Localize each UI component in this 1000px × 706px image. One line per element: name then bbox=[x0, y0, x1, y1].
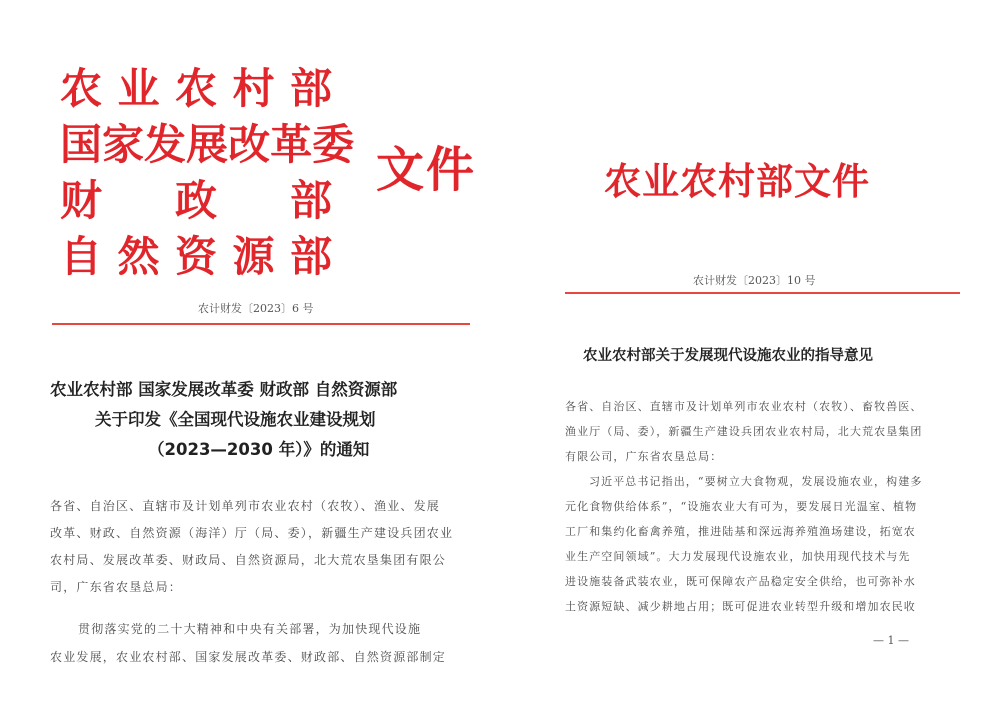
issuer-char: 国 bbox=[60, 120, 103, 169]
right-body-line-8: 进设施装备武装农业，既可保障农产品稳定安全供给，也可弥补水 bbox=[565, 575, 916, 588]
document-right bbox=[545, 0, 1000, 706]
issuer-char: 委 bbox=[312, 120, 355, 169]
right-title: 农业农村部关于发展现代设施农业的指导意见 bbox=[583, 348, 873, 364]
left-title-line-1: 农业农村部 国家发展改革委 财政部 自然资源部 bbox=[50, 380, 398, 399]
left-body-line-6: 农业发展，农业农村部、国家发展改革委、财政部、自然资源部制定 bbox=[50, 650, 447, 664]
issuer-char: 部 bbox=[289, 232, 332, 281]
left-body-line-1: 各省、自治区、直辖市及计划单列市农业农村（农牧）、渔业、发展 bbox=[50, 499, 441, 513]
issuer-char: 自 bbox=[60, 232, 103, 281]
issuer-char: 发 bbox=[144, 120, 187, 169]
right-body-line-9: 土资源短缺、减少耕地占用；既可促进农业转型升级和增加农民收 bbox=[565, 600, 916, 613]
left-body-line-2: 改革、财政、自然资源（海洋）厅（局、委），新疆生产建设兵团农业 bbox=[50, 526, 454, 540]
issuer-char: 家 bbox=[102, 120, 145, 169]
issuer-char: 部 bbox=[289, 64, 332, 113]
masthead-suffix: 文件 bbox=[376, 142, 477, 198]
right-body-line-6: 工厂和集约化畜禽养殖，推进陆基和深远海养殖渔场建设，拓宽农 bbox=[565, 525, 916, 538]
left-body-line-3: 农村局、发展改革委、财政局、自然资源局，北大荒农垦集团有限公 bbox=[50, 553, 447, 567]
left-body-line-4: 司，广东省农垦总局： bbox=[50, 580, 183, 594]
issuer-char: 改 bbox=[228, 120, 271, 169]
issuer-line-4 bbox=[60, 232, 332, 281]
issuer-char: 农 bbox=[174, 64, 217, 113]
right-body-line-2: 渔业厅（局、委），新疆生产建设兵团农业农村局，北大荒农垦集团 bbox=[565, 425, 923, 438]
issuer-char: 革 bbox=[270, 120, 313, 169]
issuer-char: 业 bbox=[117, 64, 160, 113]
right-body-line-3: 有限公司，广东省农垦总局： bbox=[565, 450, 723, 463]
issuer-char: 资 bbox=[174, 232, 217, 281]
right-body-line-4: 习近平总书记指出，“要树立大食物观，发展设施农业，构建多 bbox=[589, 475, 923, 488]
issuer-char: 村 bbox=[232, 64, 275, 113]
issuer-char: 政 bbox=[174, 176, 217, 225]
issuer-line-3 bbox=[60, 176, 332, 225]
issuer-char: 展 bbox=[186, 120, 229, 169]
right-body-line-1: 各省、自治区、直辖市及计划单列市农业农村（农牧）、畜牧兽医、 bbox=[565, 400, 923, 413]
left-body-line-5: 贯彻落实党的二十大精神和中央有关部署，为加快现代设施 bbox=[78, 622, 422, 636]
left-title-line-2: 关于印发《全国现代设施农业建设规划 bbox=[95, 410, 376, 429]
right-masthead: 农业农村部文件 bbox=[604, 159, 870, 203]
issuer-line-2 bbox=[60, 120, 355, 169]
page-number: — 1 — bbox=[873, 634, 909, 647]
right-doc-number: 农计财发〔2023〕10 号 bbox=[693, 274, 816, 287]
issuer-char: 然 bbox=[117, 232, 160, 281]
issuer-line-1 bbox=[60, 64, 332, 113]
issuer-char: 源 bbox=[232, 232, 275, 281]
issuer-char: 部 bbox=[289, 176, 332, 225]
left-title-line-3: （2023—2030 年）》的通知 bbox=[148, 440, 370, 459]
left-doc-number: 农计财发〔2023〕6 号 bbox=[198, 302, 314, 315]
issuer-char: 财 bbox=[60, 176, 103, 225]
right-body-line-5: 元化食物供给体系”，“设施农业大有可为，要发展日光温室、植物 bbox=[565, 500, 918, 513]
issuer-char: 农 bbox=[60, 64, 103, 113]
right-red-rule bbox=[565, 292, 960, 294]
left-red-rule bbox=[52, 323, 470, 325]
right-body-line-7: 业生产空间领域”。大力发展现代设施农业，加快用现代技术与先 bbox=[565, 550, 911, 563]
